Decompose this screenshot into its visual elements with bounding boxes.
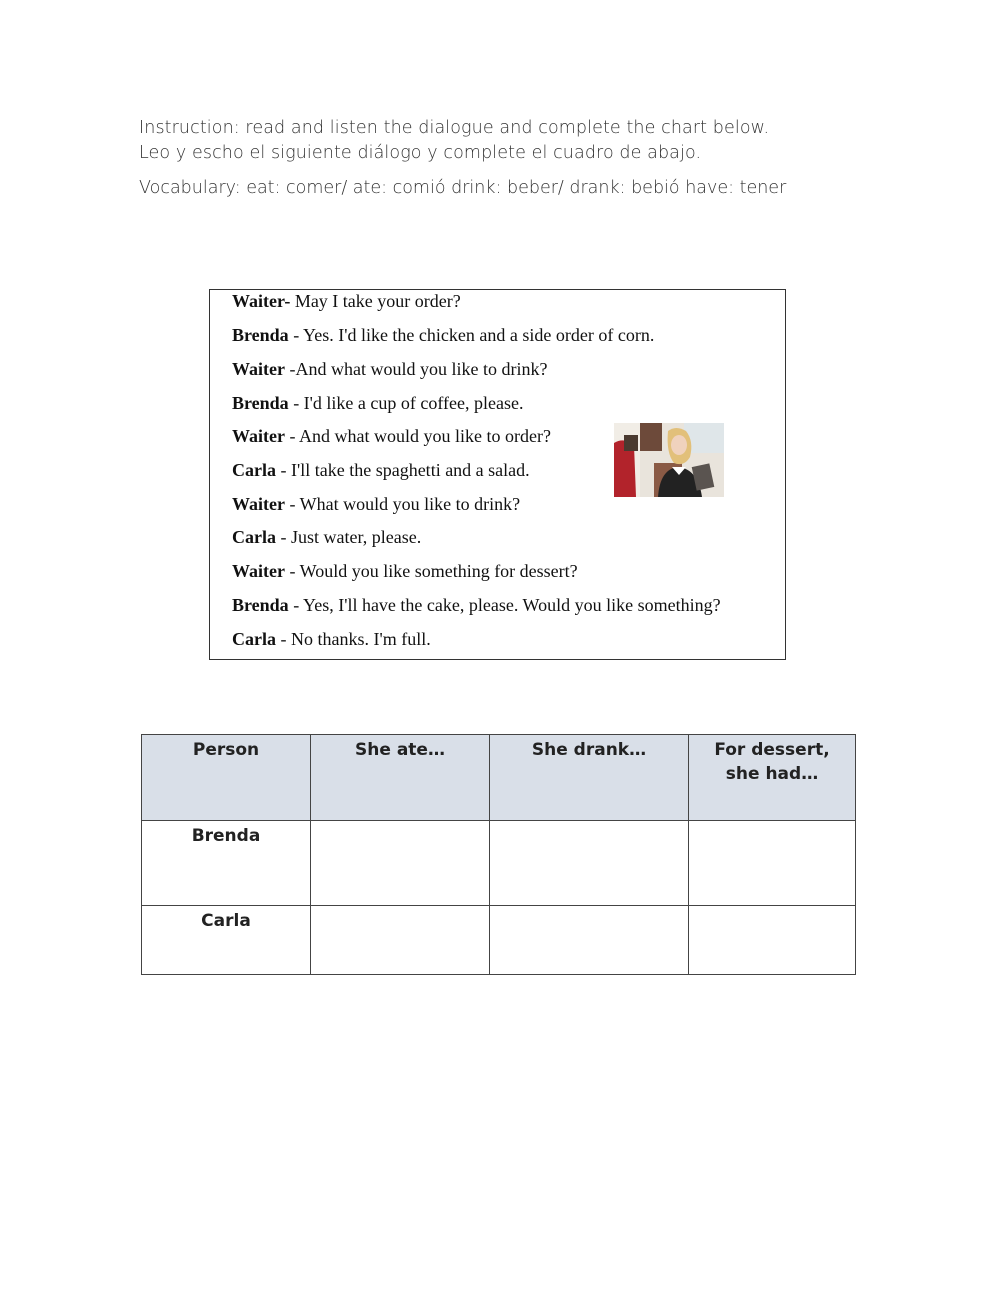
cell-drank[interactable] (490, 906, 689, 975)
instructions (139, 116, 859, 166)
cell-ate[interactable] (311, 906, 490, 975)
dialogue-line: Waiter - And what would you like to order? (232, 426, 551, 446)
header-dessert: For dessert, she had… (689, 735, 856, 821)
table-row (142, 821, 856, 906)
cell-drank[interactable] (490, 821, 689, 906)
vocabulary: Vocabulary: eat: comer/ ate: comió drink: beber/ drank: bebió have: tener (139, 178, 787, 198)
dialogue-line: Waiter -And what would you like to drink? (232, 359, 548, 379)
dialogue-line: Brenda - Yes, I'll have the cake, please. Would you like something? (232, 595, 721, 615)
table-row (142, 906, 856, 975)
dialogue-line: Carla - I'll take the spaghetti and a salad. (232, 460, 530, 480)
instruction-english: Instruction: read and listen the dialogue and complete the chart below. (139, 118, 770, 138)
cell-person: Carla (142, 906, 311, 975)
instruction-spanish: Leo y escho el siguiente diálogo y complete el cuadro de abajo. (139, 143, 702, 163)
cell-person: Brenda (142, 821, 311, 906)
waiter-customer-photo (614, 423, 724, 497)
cell-dessert[interactable] (689, 821, 856, 906)
dialogue-box (209, 289, 786, 660)
dialogue-line: Brenda - I'd like a cup of coffee, please. (232, 393, 524, 413)
dialogue-line: Brenda - Yes. I'd like the chicken and a side order of corn. (232, 325, 655, 345)
header-she-drank: She drank… (490, 735, 689, 821)
header-person: Person (142, 735, 311, 821)
header-she-ate: She ate… (311, 735, 490, 821)
dialogue-line: Carla - No thanks. I'm full. (232, 629, 431, 649)
dialogue-line: Carla - Just water, please. (232, 527, 422, 547)
dialogue-line: Waiter- May I take your order? (232, 291, 461, 311)
dialogue-line: Waiter - What would you like to drink? (232, 494, 521, 514)
answer-chart (141, 734, 856, 975)
cell-ate[interactable] (311, 821, 490, 906)
chart-header-row (142, 735, 856, 821)
dialogue-line: Waiter - Would you like something for dessert? (232, 561, 578, 581)
cell-dessert[interactable] (689, 906, 856, 975)
